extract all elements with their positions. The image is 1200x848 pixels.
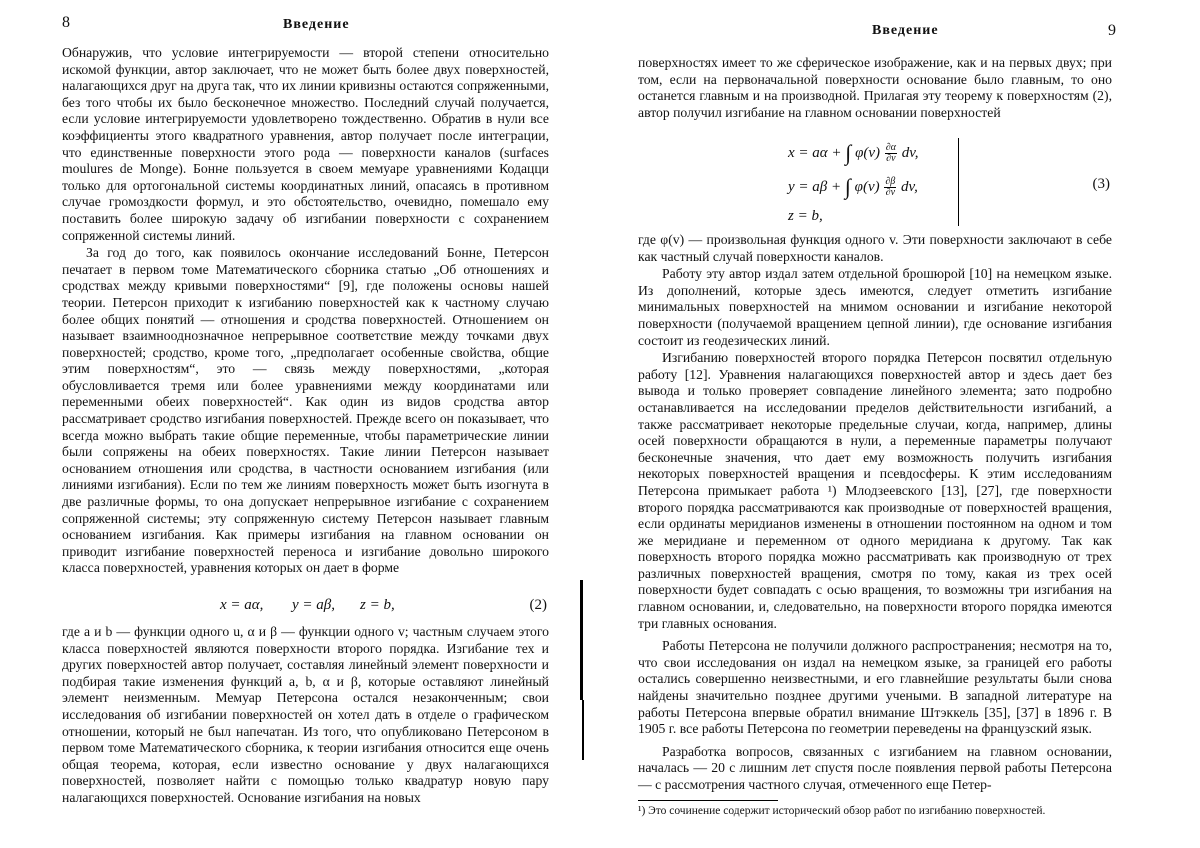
right-page [600,0,1200,848]
paragraph: Изгибанию поверхностей второго порядка Петерсон посвятил отдельную работу [12]. Уравнения налагающихся поверхностей автор и здесь дает без вывода и только проверяет совпадение линейного элемента; зато подробно останавливается на исследовании пределов действительности изгибаний, а также рассматривает некоторые предельные случаи, когда, например, длины осей поверхности обращаются в нули, а переменные параметры получают бесконечные значения, что дает ему возможность получить изгибания некоторых поверхностей вращения и псевдосферы. К этим исследованиям Петерсона примыкает работа ¹) Млодзеевского [13], [27], где поверхности второго порядка рассматриваются как производные от поверхностей вращения, если ординаты меридианов изменены в отношении постоянном на одном и том же меридиане и переменном от одного меридиана к другому. Так как поверхность второго порядка можно рассматривать как производную от трех различных поверхностей вращения, смотря по тому, какая из трех осей поверхности будет совпадать с осью вращения, то возможны три изгибания на главном основании, и, следовательно, на поверхности второго порядка имеются три главных основания. [638,350,1112,631]
formula-x: x = aα, [220,597,264,613]
text-block-top [638,55,1112,121]
paragraph: Работы Петерсона не получили должного распространения; несмотря на то, что свои исследования он издал на немецком языке, за границей его работы остались совершенно неизвестными, и его главнейшие результаты были снова найдены значительно позднее другими учеными. В западной литературе на работы Петерсона впервые обратил внимание Штэккель [35], [37] в 1896 г. В 1905 г. все работы Петерсона по геометрии переведены на французский язык. [638,638,1112,737]
formula-z: z = b, [360,597,395,613]
right-brace [958,138,959,226]
paragraph: Разработка вопросов, связанных с изгибанием на главном основании, началась — 20 с лишним лет спустя после появления первой работы Петерсона — с рассмотрения частного случая, отмеченного еще Петер- [638,743,1112,792]
paragraph: где φ(v) — произвольная функция одного v. Эти поверхности заключают в себе как частный случай поверхности каналов. [638,232,1112,264]
formula-2 [62,597,549,619]
formula-z-line: z = b, [788,208,823,224]
formula-3 [638,138,1112,228]
page-number: 9 [1108,22,1116,39]
paragraph: Обнаружив, что условие интегрируемости — второй степени относительно искомой функции, автор заключает, что не может быть более двух поверхностей, налагающихся друг на друга так, что их линии кривизны остаются сопряженными, без того чтобы их было бесконечное множество. Последний случай получается, если условие интегрируемости удовлетворено тождественно. Обратив в нули все коэффициенты этого квадратного уравнения, автор получает после интеграции, что единственные поверхности этого рода — поверхности каналов (surfaces moulures de Monge). Бонне пользуется в своем мемуаре уравнениями Кодацци только для ортогональной системы координатных линий, опасаясь в противном случае громоздкости формул, и это обстоятельство, очевидно, помешало ему поставить более широкую задачу об изгибании поверхности с сохранением сопряженной системы линий. [62,45,549,243]
text-block-bottom [62,624,549,807]
formula-y-line: y = aβ + ∫ φ(v) $\frac{\partial\beta}{\partial v}$ dv, [788,174,918,199]
page-number: 8 [62,14,70,31]
equation-number: (3) [1092,176,1110,192]
integral-sign: ∫ [845,140,852,165]
formula-y: y = aβ, [292,597,336,613]
text-block-top [62,45,549,577]
running-head: Введение [872,23,939,38]
text-block-middle [638,232,1112,794]
footnote-rule [638,800,778,801]
formula-x-line: x = aα + ∫ φ(v) $\frac{\partial\alpha}{\partial v}$ dv, [788,140,919,165]
equation-number: (2) [529,597,547,613]
paragraph: поверхностях имеет то же сферическое изображение, как и на первых двух; при том, если на первоначальной поверхности основание было главным, то оно останется главным и на производной. Прилагая эту теорему к поверхностям (2), автор получил изгибание на главном основании поверхностей [638,55,1112,120]
integral-sign: ∫ [844,174,851,199]
footnote: ¹) Это сочинение содержит исторический обзор работ по изгибанию поверхностей. [638,805,1046,817]
paragraph: За год до того, как появилось окончание исследований Бонне, Петерсон печатает в первом томе Математического сборника статью „Об отношениях и сродствах между кривыми поверхностями“ [9], где положены основы нашей теории. Петерсон приходит к изгибанию поверхностей как к частному случаю более общих понятий — отношения и сродства поверхностей. Отношением он называет взаимнооднозначное непрерывное соответствие между точками двух поверхностей; сродство, кроме того, „предполагает особенные свойства, общие этим поверхностям“, это — связь между поверхностями, „которая обусловливается тремя или более уравнениями между координатами или переменными обеих поверхностей“. Как один из видов сродства автор рассматривает сродство изгибания поверхностей. Прежде всего он показывает, что всегда можно выбрать такие общие переменные, чтобы параметрические линии были сопряжены на обеих поверхностях. Такие линии Петерсон называет основанием отношения или сродства, в частности основанием изгибания (или линиями изгибания). Если по тем же линиям поверхность может быть изогнута в две различные формы, то она допускает непрерывное изгибание с сохранением сопряженной системы; эту сопряженную систему Петерсон называет главным основанием изгибания. Как примеры изгибания на главном основании он приводит изгибание поверхностей переноса и изгибание довольно широкого класса поверхностей, уравнения которых он дает в форме [62,245,549,576]
paragraph: Работу эту автор издал затем отдельной брошюрой [10] на немецком языке. Из дополнений, которые здесь имеются, следует отметить изгибание минимальных поверхностей на мнимом основании и изгибание некоторой поверхности (получаемой вращением цепной линии), где основание изгибания состоит из геодезических линий. [638,266,1112,348]
running-head: Введение [283,17,350,32]
paragraph: где a и b — функции одного u, α и β — функции одного v; частным случаем этого класса поверхностей являются поверхности второго порядка. Изгибание тех и других поверхностей автор получает, составляя линейный элемент поверхности и подбирая такие изменения функций a, b, α и β, которые оставляют линейный элемент неизменным. Мемуар Петерсона остался незаконченным; свои исследования об изгибании поверхностей он хотел дать в отделе о графическом отношении, который не был напечатан. Из того, что опубликовано Петерсоном в первом томе Математического сборника, к теории изгибания относится еще очень общая теорема, которая, если известно основание у двух налагающихся поверхностей, позволяет найти с помощью только квадратур новую пару налагающихся поверхностей. Основание изгибания на новых [62,624,549,805]
